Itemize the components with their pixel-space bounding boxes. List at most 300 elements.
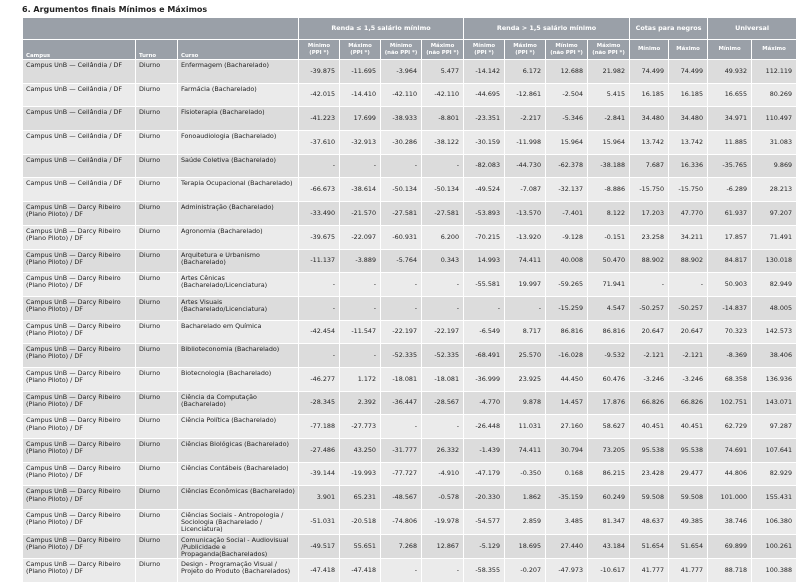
cell-value: -3.246 bbox=[669, 367, 708, 391]
cell-value: 15.964 bbox=[546, 131, 588, 155]
cell-value: 40.451 bbox=[630, 415, 669, 439]
cell-value: -47.973 bbox=[546, 559, 588, 583]
cell-value: -6.289 bbox=[708, 178, 752, 202]
cell-turno: Diurno bbox=[136, 510, 178, 535]
cell-turno: Diurno bbox=[136, 178, 178, 202]
cell-value: 34.480 bbox=[669, 107, 708, 131]
cell-value: 0.168 bbox=[546, 462, 588, 486]
cell-value: 50.903 bbox=[708, 273, 752, 297]
cell-turno: Diurno bbox=[136, 559, 178, 583]
cell-value: 2.392 bbox=[340, 391, 381, 415]
cell-value: -11.998 bbox=[505, 131, 546, 155]
cell-value: - bbox=[340, 344, 381, 368]
cell-value: 101.000 bbox=[708, 486, 752, 510]
cell-value: 20.647 bbox=[669, 320, 708, 344]
cell-curso: Ciências Biológicas (Bacharelado) bbox=[178, 439, 299, 463]
table-row bbox=[23, 391, 797, 415]
cell-curso: Fonoaudiologia (Bacharelado) bbox=[178, 131, 299, 155]
table-row bbox=[23, 83, 797, 107]
cell-value: -33.490 bbox=[299, 202, 340, 226]
col-high-max-ppi: Máximo (PPI *) bbox=[505, 40, 546, 60]
cell-value: -82.083 bbox=[464, 154, 505, 178]
cell-curso: Comunicação Social - Audiovisual /Publicidade e Propaganda(Bacharelados) bbox=[178, 534, 299, 559]
cell-value: -70.215 bbox=[464, 225, 505, 249]
cell-value: - bbox=[340, 296, 381, 320]
cell-campus: Campus UnB — Darcy Ribeiro (Plano Piloto) / DF bbox=[23, 249, 136, 273]
cell-turno: Diurno bbox=[136, 462, 178, 486]
cell-value: -4.770 bbox=[464, 391, 505, 415]
cell-value: -5.346 bbox=[546, 107, 588, 131]
cell-value: 100.388 bbox=[752, 559, 797, 583]
cell-value: 14.457 bbox=[546, 391, 588, 415]
cell-value: -47.179 bbox=[464, 462, 505, 486]
cell-value: 5.477 bbox=[422, 60, 464, 84]
cell-value: -50.257 bbox=[669, 296, 708, 320]
cell-campus: Campus UnB — Darcy Ribeiro (Plano Piloto) / DF bbox=[23, 559, 136, 583]
cell-value: -60.931 bbox=[381, 225, 422, 249]
cell-value: - bbox=[381, 296, 422, 320]
cell-value: 74.691 bbox=[708, 439, 752, 463]
cell-value: 68.358 bbox=[708, 367, 752, 391]
cell-value: -38.614 bbox=[340, 178, 381, 202]
cell-value: -11.695 bbox=[340, 60, 381, 84]
cell-value: -15.750 bbox=[630, 178, 669, 202]
cell-value: -1.439 bbox=[464, 439, 505, 463]
group-renda-high: Renda > 1,5 salário mínimo bbox=[464, 18, 630, 40]
cell-value: 95.538 bbox=[669, 439, 708, 463]
cell-value: -35.159 bbox=[546, 486, 588, 510]
cell-value: -53.893 bbox=[464, 202, 505, 226]
cell-value: 61.937 bbox=[708, 202, 752, 226]
cell-value: 6.172 bbox=[505, 60, 546, 84]
cell-value: -6.549 bbox=[464, 320, 505, 344]
group-renda-low: Renda ≤ 1,5 salário mínimo bbox=[299, 18, 464, 40]
table-row bbox=[23, 296, 797, 320]
cell-turno: Diurno bbox=[136, 83, 178, 107]
col-curso: Curso bbox=[178, 40, 299, 60]
header-spacer bbox=[23, 18, 299, 40]
cell-value: -27.773 bbox=[340, 415, 381, 439]
cell-turno: Diurno bbox=[136, 107, 178, 131]
cell-campus: Campus UnB — Darcy Ribeiro (Plano Piloto) / DF bbox=[23, 534, 136, 559]
cell-curso: Design - Programação Visual / Projeto do Produto (Bacharelados) bbox=[178, 559, 299, 583]
cell-value: -30.286 bbox=[381, 131, 422, 155]
cell-value: -38.188 bbox=[588, 154, 630, 178]
cell-value: -18.081 bbox=[381, 367, 422, 391]
col-cotas-max: Máximo bbox=[669, 40, 708, 60]
cell-value: - bbox=[422, 154, 464, 178]
cell-turno: Diurno bbox=[136, 296, 178, 320]
cell-value: -23.351 bbox=[464, 107, 505, 131]
cell-value: -3.889 bbox=[340, 249, 381, 273]
cell-value: 106.380 bbox=[752, 510, 797, 535]
cell-turno: Diurno bbox=[136, 439, 178, 463]
cell-value: - bbox=[299, 273, 340, 297]
cell-value: 18.695 bbox=[505, 534, 546, 559]
cell-value: 23.258 bbox=[630, 225, 669, 249]
cell-curso: Artes Cênicas (Bacharelado/Licenciatura) bbox=[178, 273, 299, 297]
cell-turno: Diurno bbox=[136, 273, 178, 297]
cell-value: -55.581 bbox=[464, 273, 505, 297]
cell-value: -9.128 bbox=[546, 225, 588, 249]
cell-value: 16.655 bbox=[708, 83, 752, 107]
table-row bbox=[23, 60, 797, 84]
cell-value: 17.699 bbox=[340, 107, 381, 131]
cell-turno: Diurno bbox=[136, 154, 178, 178]
cell-value: -37.610 bbox=[299, 131, 340, 155]
cell-value: 71.941 bbox=[588, 273, 630, 297]
cell-value: 23.925 bbox=[505, 367, 546, 391]
cell-value: 9.869 bbox=[752, 154, 797, 178]
cell-value: 43.250 bbox=[340, 439, 381, 463]
cell-value: 2.859 bbox=[505, 510, 546, 535]
cell-value: 43.184 bbox=[588, 534, 630, 559]
cell-value: 86.215 bbox=[588, 462, 630, 486]
cell-value: 26.332 bbox=[422, 439, 464, 463]
cell-value: -77.188 bbox=[299, 415, 340, 439]
cell-value: -7.087 bbox=[505, 178, 546, 202]
cell-value: -47.418 bbox=[299, 559, 340, 583]
cell-value: 48.005 bbox=[752, 296, 797, 320]
cell-turno: Diurno bbox=[136, 367, 178, 391]
table-row bbox=[23, 273, 797, 297]
table-row bbox=[23, 131, 797, 155]
cell-curso: Arquitetura e Urbanismo (Bacharelado) bbox=[178, 249, 299, 273]
cell-value: -20.518 bbox=[340, 510, 381, 535]
cell-value: - bbox=[422, 273, 464, 297]
cell-value: 48.637 bbox=[630, 510, 669, 535]
cell-value: 38.746 bbox=[708, 510, 752, 535]
section-title: 6. Argumentos finais Mínimos e Máximos bbox=[22, 5, 208, 14]
col-campus: Campus bbox=[23, 40, 136, 60]
table-row bbox=[23, 154, 797, 178]
cell-value: 31.083 bbox=[752, 131, 797, 155]
cell-value: 102.751 bbox=[708, 391, 752, 415]
cell-value: -52.335 bbox=[422, 344, 464, 368]
cell-value: -35.765 bbox=[708, 154, 752, 178]
cell-value: -49.524 bbox=[464, 178, 505, 202]
cell-value: -21.570 bbox=[340, 202, 381, 226]
cell-value: -54.577 bbox=[464, 510, 505, 535]
cell-value: -27.581 bbox=[422, 202, 464, 226]
cell-value: 130.018 bbox=[752, 249, 797, 273]
cell-value: -14.410 bbox=[340, 83, 381, 107]
cell-value: -0.578 bbox=[422, 486, 464, 510]
cell-value: 73.205 bbox=[588, 439, 630, 463]
cell-value: - bbox=[299, 296, 340, 320]
cell-value: -42.110 bbox=[381, 83, 422, 107]
group-universal: Universal bbox=[708, 18, 797, 40]
cell-value: -19.993 bbox=[340, 462, 381, 486]
cell-value: 16.336 bbox=[669, 154, 708, 178]
cell-value: - bbox=[505, 296, 546, 320]
cell-value: -50.257 bbox=[630, 296, 669, 320]
cell-curso: Ciência Política (Bacharelado) bbox=[178, 415, 299, 439]
cell-value: 3.901 bbox=[299, 486, 340, 510]
cell-campus: Campus UnB — Ceilândia / DF bbox=[23, 178, 136, 202]
cell-value: 8.717 bbox=[505, 320, 546, 344]
cell-turno: Diurno bbox=[136, 60, 178, 84]
cell-curso: Ciências Econômicas (Bacharelado) bbox=[178, 486, 299, 510]
cell-value: -4.910 bbox=[422, 462, 464, 486]
cell-value: -14.837 bbox=[708, 296, 752, 320]
col-high-min-ppi: Mínimo (PPI *) bbox=[464, 40, 505, 60]
cell-turno: Diurno bbox=[136, 249, 178, 273]
cell-campus: Campus UnB — Ceilândia / DF bbox=[23, 131, 136, 155]
cell-value: 112.119 bbox=[752, 60, 797, 84]
table-row bbox=[23, 249, 797, 273]
cell-value: 62.729 bbox=[708, 415, 752, 439]
cell-value: -31.777 bbox=[381, 439, 422, 463]
cell-value: -39.144 bbox=[299, 462, 340, 486]
cell-value: 66.826 bbox=[630, 391, 669, 415]
cell-value: 23.428 bbox=[630, 462, 669, 486]
results-table bbox=[22, 17, 797, 583]
cell-value: 38.406 bbox=[752, 344, 797, 368]
cell-value: 34.971 bbox=[708, 107, 752, 131]
table-row bbox=[23, 415, 797, 439]
cell-value: 30.794 bbox=[546, 439, 588, 463]
cell-value: 81.347 bbox=[588, 510, 630, 535]
cell-value: 7.268 bbox=[381, 534, 422, 559]
cell-value: 17.876 bbox=[588, 391, 630, 415]
cell-value: 11.885 bbox=[708, 131, 752, 155]
cell-value: - bbox=[422, 559, 464, 583]
cell-value: -32.913 bbox=[340, 131, 381, 155]
cell-value: 0.343 bbox=[422, 249, 464, 273]
cell-value: -58.355 bbox=[464, 559, 505, 583]
cell-campus: Campus UnB — Darcy Ribeiro (Plano Piloto) / DF bbox=[23, 462, 136, 486]
col-low-max-nao-ppi: Máximo (não PPI *) bbox=[422, 40, 464, 60]
cell-value: -32.137 bbox=[546, 178, 588, 202]
cell-campus: Campus UnB — Darcy Ribeiro (Plano Piloto) / DF bbox=[23, 320, 136, 344]
cell-value: 44.806 bbox=[708, 462, 752, 486]
cell-value: 97.287 bbox=[752, 415, 797, 439]
cell-value: -46.277 bbox=[299, 367, 340, 391]
col-high-min-nao-ppi: Mínimo (não PPI *) bbox=[546, 40, 588, 60]
cell-value: 74.411 bbox=[505, 439, 546, 463]
cell-value: -0.151 bbox=[588, 225, 630, 249]
cell-value: 55.651 bbox=[340, 534, 381, 559]
table-row bbox=[23, 367, 797, 391]
cell-value: -2.121 bbox=[669, 344, 708, 368]
table-row bbox=[23, 225, 797, 249]
cell-value: -15.259 bbox=[546, 296, 588, 320]
cell-value: 16.185 bbox=[630, 83, 669, 107]
cell-value: 28.213 bbox=[752, 178, 797, 202]
cell-value: -10.617 bbox=[588, 559, 630, 583]
cell-value: 29.477 bbox=[669, 462, 708, 486]
cell-value: 88.718 bbox=[708, 559, 752, 583]
cell-value: -0.207 bbox=[505, 559, 546, 583]
table-row bbox=[23, 510, 797, 535]
cell-curso: Terapia Ocupacional (Bacharelado) bbox=[178, 178, 299, 202]
cell-value: -20.330 bbox=[464, 486, 505, 510]
cell-value: 59.508 bbox=[669, 486, 708, 510]
cell-value: 9.878 bbox=[505, 391, 546, 415]
cell-value: 20.647 bbox=[630, 320, 669, 344]
cell-value: -28.567 bbox=[422, 391, 464, 415]
cell-curso: Saúde Coletiva (Bacharelado) bbox=[178, 154, 299, 178]
cell-campus: Campus UnB — Darcy Ribeiro (Plano Piloto) / DF bbox=[23, 415, 136, 439]
cell-value: -36.447 bbox=[381, 391, 422, 415]
cell-value: 6.200 bbox=[422, 225, 464, 249]
cell-value: 8.122 bbox=[588, 202, 630, 226]
cell-campus: Campus UnB — Ceilândia / DF bbox=[23, 83, 136, 107]
cell-campus: Campus UnB — Darcy Ribeiro (Plano Piloto) / DF bbox=[23, 273, 136, 297]
cell-value: 143.071 bbox=[752, 391, 797, 415]
cell-value: 59.508 bbox=[630, 486, 669, 510]
col-universal-min: Mínimo bbox=[708, 40, 752, 60]
col-universal-max: Máximo bbox=[752, 40, 797, 60]
cell-value: 27.440 bbox=[546, 534, 588, 559]
cell-value: 17.857 bbox=[708, 225, 752, 249]
cell-curso: Farmácia (Bacharelado) bbox=[178, 83, 299, 107]
cell-curso: Biblioteconomia (Bacharelado) bbox=[178, 344, 299, 368]
cell-value: 82.949 bbox=[752, 273, 797, 297]
cell-curso: Ciência da Computação (Bacharelado) bbox=[178, 391, 299, 415]
col-high-max-nao-ppi: Máximo (não PPI *) bbox=[588, 40, 630, 60]
cell-value: 1.862 bbox=[505, 486, 546, 510]
cell-value: -36.999 bbox=[464, 367, 505, 391]
cell-value: -12.861 bbox=[505, 83, 546, 107]
cell-value: 34.211 bbox=[669, 225, 708, 249]
cell-campus: Campus UnB — Ceilândia / DF bbox=[23, 154, 136, 178]
cell-value: 66.826 bbox=[669, 391, 708, 415]
cell-value: 74.499 bbox=[630, 60, 669, 84]
table-row bbox=[23, 534, 797, 559]
cell-campus: Campus UnB — Darcy Ribeiro (Plano Piloto) / DF bbox=[23, 439, 136, 463]
cell-value: -22.097 bbox=[340, 225, 381, 249]
cell-value: -38.122 bbox=[422, 131, 464, 155]
cell-value: 21.982 bbox=[588, 60, 630, 84]
cell-campus: Campus UnB — Darcy Ribeiro (Plano Piloto) / DF bbox=[23, 296, 136, 320]
cell-value: 100.261 bbox=[752, 534, 797, 559]
cell-value: 71.491 bbox=[752, 225, 797, 249]
table-row bbox=[23, 559, 797, 583]
cell-value: -30.159 bbox=[464, 131, 505, 155]
cell-value: -77.727 bbox=[381, 462, 422, 486]
cell-value: 3.485 bbox=[546, 510, 588, 535]
cell-value: 41.777 bbox=[669, 559, 708, 583]
cell-curso: Ciências Contábeis (Bacharelado) bbox=[178, 462, 299, 486]
cell-value: -74.806 bbox=[381, 510, 422, 535]
cell-value: 40.451 bbox=[669, 415, 708, 439]
cell-value: 49.932 bbox=[708, 60, 752, 84]
cell-value: 17.203 bbox=[630, 202, 669, 226]
cell-curso: Ciências Sociais - Antropologia / Sociologia (Bacharelado / Licenciatura) bbox=[178, 510, 299, 535]
table-row bbox=[23, 107, 797, 131]
cell-value: 51.654 bbox=[630, 534, 669, 559]
cell-value: -8.801 bbox=[422, 107, 464, 131]
cell-campus: Campus UnB — Darcy Ribeiro (Plano Piloto) / DF bbox=[23, 367, 136, 391]
cell-value: -2.121 bbox=[630, 344, 669, 368]
table-row bbox=[23, 178, 797, 202]
col-low-min-ppi: Mínimo (PPI *) bbox=[299, 40, 340, 60]
cell-value: 13.742 bbox=[630, 131, 669, 155]
cell-value: 16.185 bbox=[669, 83, 708, 107]
cell-value: 34.480 bbox=[630, 107, 669, 131]
cell-curso: Enfermagem (Bacharelado) bbox=[178, 60, 299, 84]
cell-value: -22.197 bbox=[381, 320, 422, 344]
cell-curso: Biotecnologia (Bacharelado) bbox=[178, 367, 299, 391]
cell-value: -41.223 bbox=[299, 107, 340, 131]
cell-value: -3.964 bbox=[381, 60, 422, 84]
cell-value: 88.902 bbox=[630, 249, 669, 273]
cell-campus: Campus UnB — Darcy Ribeiro (Plano Piloto) / DF bbox=[23, 344, 136, 368]
cell-value: 47.770 bbox=[669, 202, 708, 226]
cell-value: -39.875 bbox=[299, 60, 340, 84]
cell-campus: Campus UnB — Darcy Ribeiro (Plano Piloto) / DF bbox=[23, 391, 136, 415]
cell-value: -2.841 bbox=[588, 107, 630, 131]
col-turno: Turno bbox=[136, 40, 178, 60]
cell-curso: Administração (Bacharelado) bbox=[178, 202, 299, 226]
cell-value: 14.993 bbox=[464, 249, 505, 273]
cell-value: 27.160 bbox=[546, 415, 588, 439]
cell-value: -49.517 bbox=[299, 534, 340, 559]
cell-value: 82.929 bbox=[752, 462, 797, 486]
cell-value: -13.570 bbox=[505, 202, 546, 226]
cell-value: 69.899 bbox=[708, 534, 752, 559]
cell-value: -11.547 bbox=[340, 320, 381, 344]
cell-value: 49.385 bbox=[669, 510, 708, 535]
cell-curso: Agronomia (Bacharelado) bbox=[178, 225, 299, 249]
cell-campus: Campus UnB — Darcy Ribeiro (Plano Piloto) / DF bbox=[23, 225, 136, 249]
cell-curso: Artes Visuais (Bacharelado/Licenciatura) bbox=[178, 296, 299, 320]
cell-value: -16.028 bbox=[546, 344, 588, 368]
cell-value: -28.345 bbox=[299, 391, 340, 415]
cell-value: -5.764 bbox=[381, 249, 422, 273]
cell-value: -3.246 bbox=[630, 367, 669, 391]
cell-campus: Campus UnB — Ceilândia / DF bbox=[23, 60, 136, 84]
cell-value: -50.134 bbox=[381, 178, 422, 202]
cell-turno: Diurno bbox=[136, 486, 178, 510]
cell-value: 19.997 bbox=[505, 273, 546, 297]
cell-value: -44.695 bbox=[464, 83, 505, 107]
cell-value: 40.008 bbox=[546, 249, 588, 273]
table-body bbox=[23, 60, 797, 583]
cell-value: 70.323 bbox=[708, 320, 752, 344]
cell-value: -15.750 bbox=[669, 178, 708, 202]
col-cotas-min: Mínimo bbox=[630, 40, 669, 60]
cell-value: 12.688 bbox=[546, 60, 588, 84]
cell-turno: Diurno bbox=[136, 320, 178, 344]
cell-value: 80.269 bbox=[752, 83, 797, 107]
cell-value: 25.570 bbox=[505, 344, 546, 368]
cell-turno: Diurno bbox=[136, 415, 178, 439]
cell-value: - bbox=[340, 154, 381, 178]
table-row bbox=[23, 462, 797, 486]
cell-value: 13.742 bbox=[669, 131, 708, 155]
cell-value: 142.573 bbox=[752, 320, 797, 344]
cell-value: -19.978 bbox=[422, 510, 464, 535]
cell-value: -42.110 bbox=[422, 83, 464, 107]
cell-value: - bbox=[422, 415, 464, 439]
col-low-min-nao-ppi: Mínimo (não PPI *) bbox=[381, 40, 422, 60]
cell-value: - bbox=[381, 559, 422, 583]
cell-value: 60.249 bbox=[588, 486, 630, 510]
cell-value: 11.031 bbox=[505, 415, 546, 439]
cell-turno: Diurno bbox=[136, 202, 178, 226]
cell-turno: Diurno bbox=[136, 391, 178, 415]
cell-value: 4.547 bbox=[588, 296, 630, 320]
cell-value: 97.207 bbox=[752, 202, 797, 226]
col-low-max-ppi: Máximo (PPI *) bbox=[340, 40, 381, 60]
cell-value: 58.627 bbox=[588, 415, 630, 439]
cell-value: 12.867 bbox=[422, 534, 464, 559]
cell-campus: Campus UnB — Darcy Ribeiro (Plano Piloto) / DF bbox=[23, 510, 136, 535]
cell-value: -2.504 bbox=[546, 83, 588, 107]
